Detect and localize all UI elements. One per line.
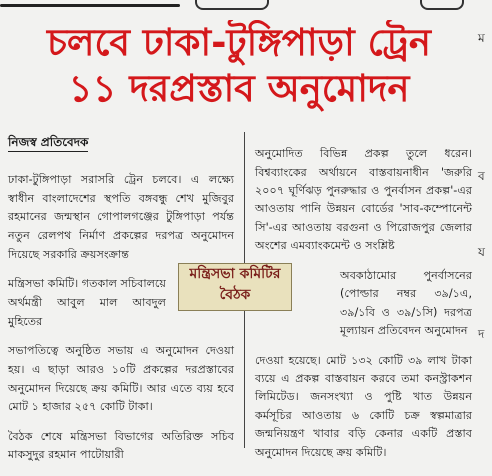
edge-fragment: য	[478, 245, 485, 259]
adjacent-column-edge	[478, 0, 492, 453]
left-para-1a: ঢাকা-টুঙ্গিপাড়া সরাসরি ট্রেন চলবে। এ লক্ষ্যে স্বাধীন বাংলাদেশের স্থপতি বঙ্গবন্ধু শেখ মুজিবুর রহমানের জন্মস্থান গোপালগঞ্জের টুঙ্গিপাড়া পর্যন্ত নতুন রেলপথ নির্মাণ প্রকল্পের দরপত্র অনুমোদন দিয়েছে সরকারি ক্রয়সংক্রান্ত	[8, 173, 234, 261]
right-para-1-cont-text: অবকাঠামোর পুনর্বাসনের (পোল্ডার নম্বর ৩৯/১এ, ৩৯/১বি ও ৩৯/১সি) দরপত্র মূল্যায়ন প্রতিবেদন অনুমোদন	[340, 268, 472, 338]
headline-line-1: চলবে ঢাকা-টুঙ্গিপাড়া ট্রেন	[46, 21, 432, 64]
byline: নিজস্ব প্রতিবেদক	[8, 134, 88, 152]
left-para-1b: মন্ত্রিসভা কমিটি। গতকাল সচিবালয়ে অর্থমন্ত্রী আবুল মাল আবদুল মুহিতের	[8, 277, 167, 328]
left-para-2: বৈঠক শেষে মন্ত্রিসভা বিভাগের অতিরিক্ত সচিব মাকসুদুর রহমান পাটোয়ারী	[8, 429, 234, 462]
left-column	[8, 160, 234, 476]
edge-fragment: ম	[478, 31, 485, 45]
edge-fragment: দ	[478, 327, 485, 341]
top-rule-bar	[0, 4, 180, 7]
pullquote-box	[178, 263, 292, 311]
top-rule-bracket	[195, 0, 269, 10]
pullquote-line-2: বৈঠক	[219, 287, 251, 303]
right-para-1-end: দেওয়া হয়েছে। মোট ১৩২ কোটি ৩৯ লাখ টাকা ব্যয়ে এ প্রকল্প বাস্তবায়ন করবে তমা কনস্ট্রাকশন লিমিটেড। জনসংখ্যা ও পুষ্টি খাত উন্নয়ন কর্মসূচির আওতায় ৬ কোটি চক্র স্বল্পমাত্রার জন্মনিয়ন্ত্রণ খাবার বড়ি কেনার একটি প্রস্তাব অনুমোদন দিয়েছে ক্রয় কমিটি।	[255, 353, 472, 459]
top-rule-bracket	[420, 0, 464, 10]
headline	[8, 20, 470, 112]
right-para-1: অনুমোদিত বিভিন্ন প্রকল্প তুলে ধরেন। বিশ্বব্যাংকের অর্থায়নে বাস্তবায়নাধীন 'জরুরি ২০০৭ ঘূর্ণিঝড় পুনরুদ্ধার ও পুনর্বাসন প্রকল্প'-এর আওতায় পানি উন্নয়ন বোর্ডের 'সাব-কম্পোনেন্ট সি'-এর আওতায় বরগুনা ও পিরোজপুর জেলার অংশের এমব্যাংকমেন্ট ও সংশ্লিষ্ট	[255, 147, 472, 253]
headline-line-2: ১১ দরপ্রস্তাব অনুমোদন	[68, 67, 410, 110]
left-para-1c: সভাপতিত্বে অনুষ্ঠিত সভায় এ অনুমোদন দেওয়া হয়। এ ছাড়া আরও ১০টি প্রকল্পের দরপ্রস্তাবের অনুমোদন দিয়েছে ক্রয় কমিটি। আর এতে ব্যয় হবে মোট ১ হাজার ২৫৭ কোটি টাকা।	[8, 344, 234, 414]
edge-fragment: ব	[478, 169, 485, 183]
pullquote-line-1: মন্ত্রিসভা কমিটির	[189, 266, 281, 282]
top-border-decoration	[0, 0, 492, 14]
